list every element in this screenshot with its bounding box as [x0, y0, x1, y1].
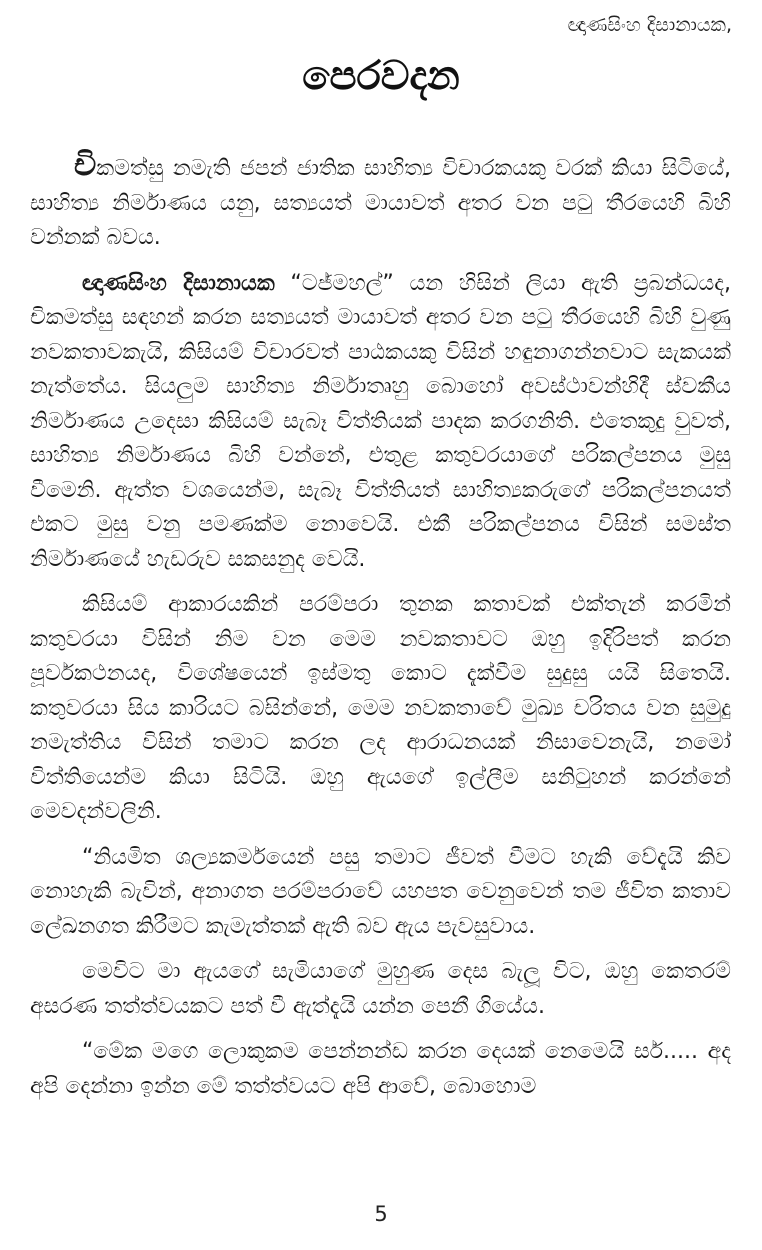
- paragraph: [30, 267, 731, 578]
- page-number: 5: [374, 1202, 388, 1226]
- paragraph: “නියමිත ශල්‍යකර්මයෙන් පසු තමාට ජීවත් වීමට හැකි වේදැයි කිව නොහැකි බැවින්, අනාගත පරම්පරාවේ යහපත වෙනුවෙන් තම ජීවිත කතාව ලේඛනගත කිරීමට කැමැත්තක් ඇති බව ඇය පැවසුවාය.: [30, 844, 731, 939]
- page-title: පෙරවදන: [302, 53, 460, 99]
- paragraph: “මේක මගෙ ලොකුකම පෙන්නන්ඩ කරන දෙයක් නෙමෙයි සර්..... අද අපි දෙන්නා ඉන්න මේ තත්ත්වයට අපි ආවේ, බොහොම: [30, 1039, 731, 1099]
- paragraph: කිසියම් ආකාරයකින් පරම්පරා තුනක කතාවක් එක්තැන් කරමින් කතුවරයා විසින් නිම වන මෙම නවකතාවට ඔහු ඉදිරිපත් කරන පූර්වකථනයද, විශේෂයෙන් ඉස්මතු කොට දැක්වීම සුදුසු යයි සිතෙයි. කතුවරයා සිය කාරියට බසින්නේ, මෙම නවකතාවේ මුඛ්‍ය චරිතය වන සුමුදු නමැත්තිය විසින් තමාට කරන ලද ආරාධනයක් නිසාවෙනැයි, නමෝ විත්තියෙන්ම කියා සිටියි. ඔහු ඇයගේ ඉල්ලීම සනිටුහන් කරන්නේ මෙවදන්වලිනි.: [30, 592, 731, 824]
- running-header: ඥාණසිංහ දිසානායක,: [567, 14, 732, 36]
- body-text: [30, 147, 731, 1115]
- author-name-bold: ඥාණසිංහ දිසානායක: [82, 270, 275, 296]
- paragraph-text: කමත්සු නමැති ජපන් ජාතික සාහිත්‍ය විචාරකයකු වරක් කියා සිටියේ, සාහිත්‍ය නිර්මාණය යනු, සත්‍යයත් මායාවත් අතර වන පටු තීරයෙහි බිහි වන්නක් බවය.: [30, 156, 731, 250]
- paragraph: මෙවිට මා ඇයගේ සැමියාගේ මුහුණ දෙස බැලූ විට, ඔහු කෙතරම් අසරණ තත්ත්වයකට පත් වී ඇත්දැයි යන්න පෙනී ගියේය.: [30, 959, 731, 1019]
- lead-letter: චි: [74, 147, 97, 183]
- paragraph-text: “ටජ්මහල්” යන හිසින් ලියා ඇති ප්‍රබන්ධයද, චිකමත්සු සඳහන් කරන සත්‍යයත් මායාවත් අතර වන පටු තීරයෙහි බිහි වුණු නවකතාවකැයි, කිසියම් විචාරවත් පාඨකයකු විසින් හඳුනාගන්නවාට සැකයක් නැත්තේය. සියලුම සාහිත්‍ය නිර්මාතෘහු බොහෝ අවස්ථාවන්හිදී ස්වකීය නිර්මාණය උදෙසා කිසියම් සැබෑ විත්තියක් පාදක කරගනිති. එතෙකුදු වුවත්, සාහිත්‍ය නිර්මාණය බිහි වන්නේ, එතුළ කතුවරයාගේ පරිකල්පනය මුසු වීමෙනි. ඇත්ත වශයෙන්ම, සැබෑ විත්තියත් සාහිත්‍යකරුගේ පරිකල්පනයත් එකට මුසු වනු පමණක්ම නොවෙයි. එකී පරිකල්පනය විසින් සමස්ත නිර්මාණයේ හැඩරුව සකසනුද වෙයි.: [30, 270, 731, 572]
- paragraph: [30, 147, 731, 256]
